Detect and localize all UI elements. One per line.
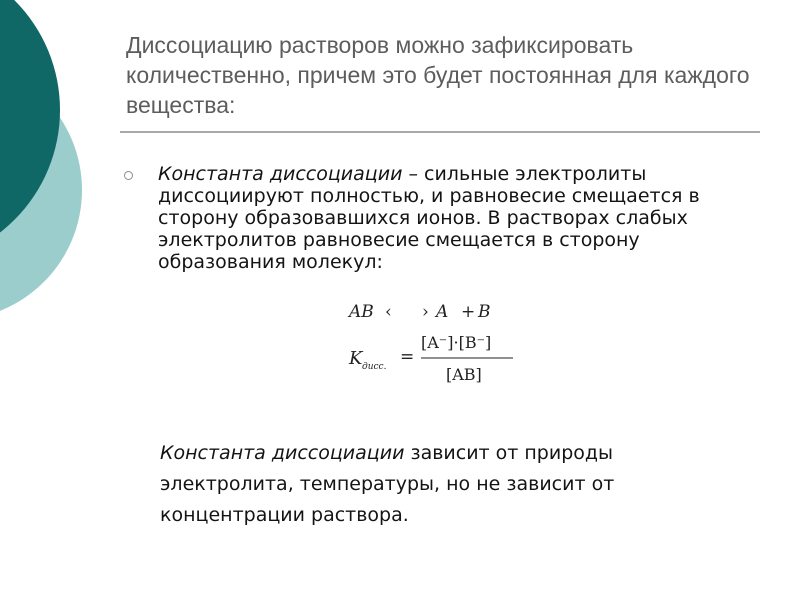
k-symbol: K — [349, 348, 363, 369]
fraction-numerator: [A⁻]·[B⁻] — [421, 333, 492, 352]
conclusion-term: Константа диссоциации — [160, 442, 405, 464]
k-subscript: дисс. — [362, 362, 387, 372]
reaction-left-arrow: ‹ — [385, 302, 392, 322]
reaction-product-b: B — [478, 302, 491, 322]
bullet-text — [158, 163, 764, 273]
equals-sign: = — [400, 347, 415, 367]
reaction-reactant: AB — [349, 302, 374, 322]
bullet-item — [124, 163, 764, 273]
reaction-plus: + — [461, 302, 476, 322]
dissociation-formula — [345, 296, 535, 396]
fraction-denominator: [AB] — [446, 365, 482, 384]
conclusion-description: зависит от природы электролита, температуры, но не зависит от концентрации раствора. — [160, 442, 615, 526]
reaction-product-a: A — [436, 302, 449, 322]
bullet-term: Константа диссоциации — [158, 163, 403, 185]
title-divider — [120, 131, 760, 133]
bullet-description: – сильные электролиты диссоциируют полностью, и равновесие смещается в сторону образовавшихся ионов. В растворах слабых электролитов равновесие смещается в сторону образования молекул: — [158, 163, 700, 273]
reaction-right-arrow: › — [422, 302, 429, 322]
bullet-circle-icon — [124, 171, 133, 180]
conclusion-text — [160, 438, 740, 531]
slide-title: Диссоциацию растворов можно зафиксировать количественно, причем это будет постоянная для каждого вещества: — [126, 32, 750, 118]
decorative-circles — [0, 0, 110, 340]
